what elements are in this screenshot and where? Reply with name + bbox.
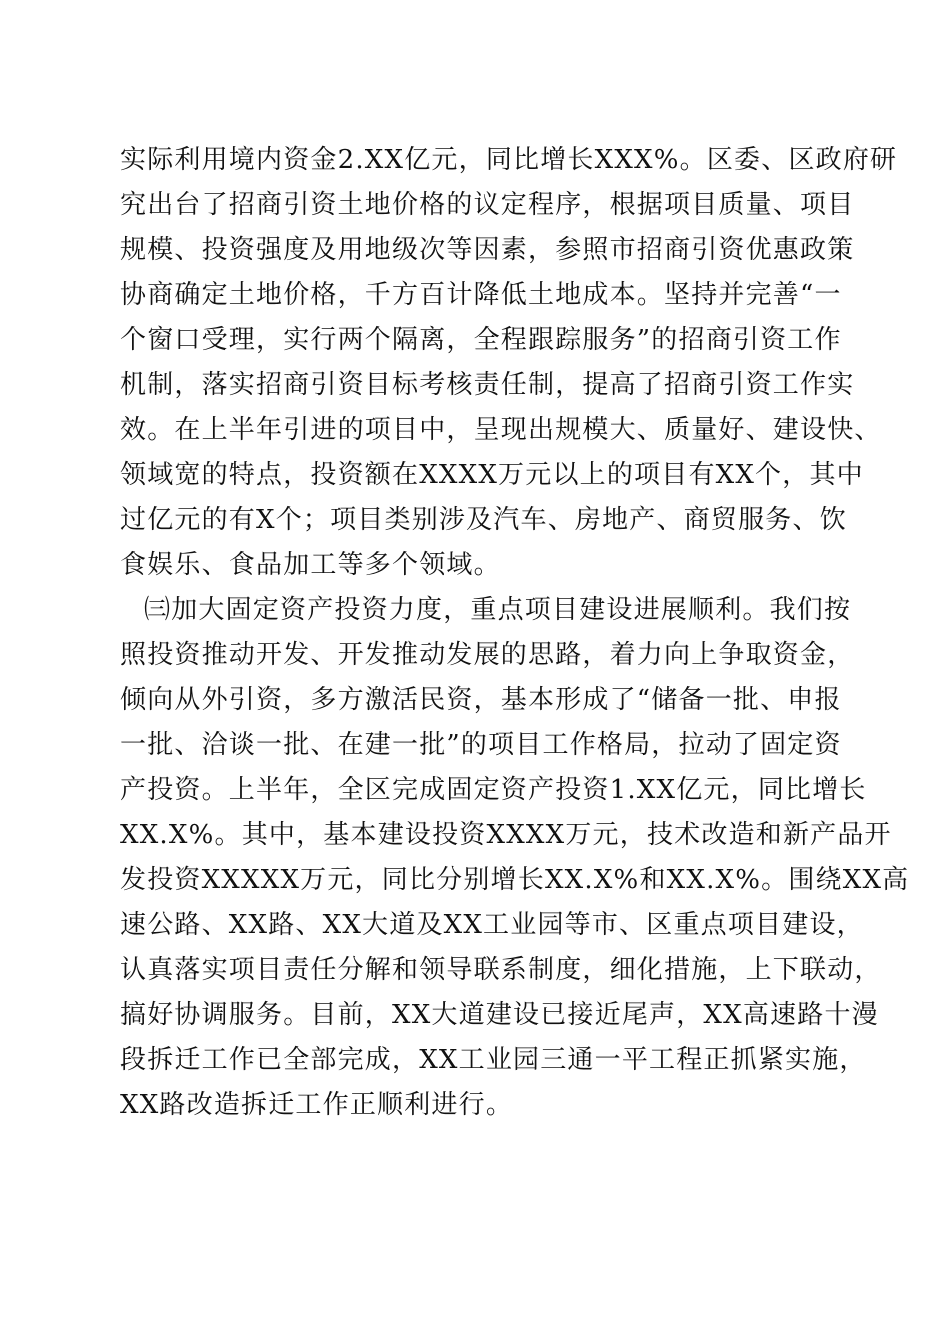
text-line: 倾向从外引资，多方激活民资，基本形成了“储备一批、申报 [120, 685, 842, 715]
text-line: 究出台了招商引资土地价格的议定程序，根据项目质量、项目 [120, 190, 855, 220]
text-line: 发投资XXXXX万元，同比分别增长XX.X%和XX.X%。围绕XX高 [120, 865, 910, 895]
text-line: 效。在上半年引进的项目中，呈现出规模大、质量好、建设快、 [120, 415, 882, 445]
text-line: 协商确定土地价格，千方百计降低土地成本。坚持并完善“一 [120, 280, 842, 310]
text-line: ㈢加大固定资产投资力度，重点项目建设进展顺利。我们按 [144, 595, 852, 625]
text-line: 产投资。上半年，全区完成固定资产投资1.XX亿元，同比增长 [120, 775, 867, 805]
text-line: 认真落实项目责任分解和领导联系制度，细化措施，上下联动， [120, 955, 882, 985]
text-line: 机制，落实招商引资目标考核责任制，提高了招商引资工作实 [120, 370, 855, 400]
text-line: 搞好协调服务。目前，XX大道建设已接近尾声，XX高速路十漫 [120, 1000, 879, 1030]
text-line: 照投资推动开发、开发推动发展的思路，着力向上争取资金， [120, 640, 855, 670]
text-line: 食娱乐、食品加工等多个领域。 [120, 550, 501, 580]
text-line: 速公路、XX路、XX大道及XX工业园等市、区重点项目建设， [120, 910, 864, 940]
text-line: 个窗口受理，实行两个隔离，全程跟踪服务”的招商引资工作 [120, 325, 842, 355]
text-line: 实际利用境内资金2.XX亿元，同比增长XXX%。区委、区政府研 [120, 145, 898, 175]
text-line: 领域宽的特点，投资额在XXXX万元以上的项目有XX个，其中 [120, 460, 864, 490]
text-line: XX.X%。其中，基本建设投资XXXX万元，技术改造和新产品开 [120, 820, 892, 850]
text-line: 一批、洽谈一批、在建一批”的项目工作格局，拉动了固定资 [120, 730, 842, 760]
text-line: 过亿元的有X个；项目类别涉及汽车、房地产、商贸服务、饮 [120, 505, 847, 535]
text-line: 规模、投资强度及用地级次等因素，参照市招商引资优惠政策 [120, 235, 855, 265]
text-line: 段拆迁工作已全部完成，XX工业园三通一平工程正抓紧实施， [120, 1045, 867, 1075]
text-line: XX路改造拆迁工作正顺利进行。 [120, 1090, 514, 1120]
